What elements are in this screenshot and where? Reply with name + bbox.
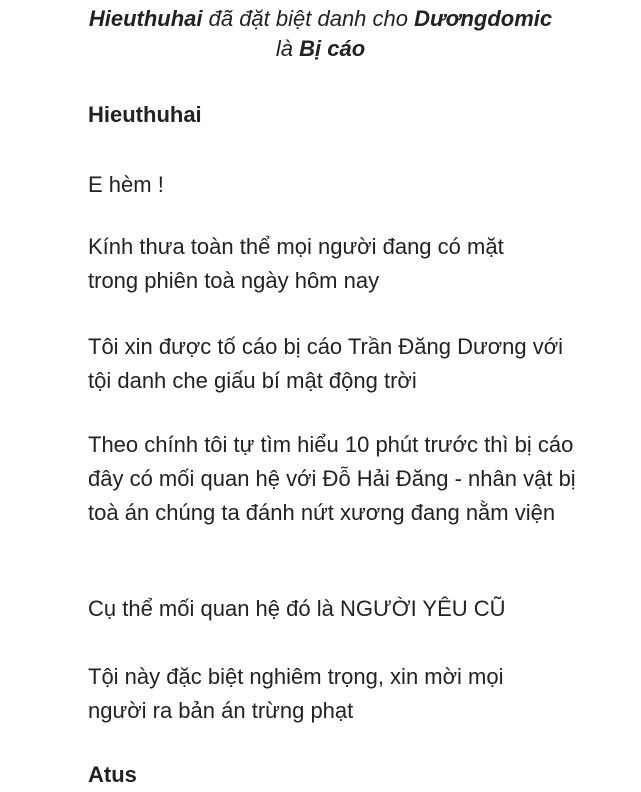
caption-nickname: Bị cáo — [299, 36, 366, 61]
paragraph: E hèm ! — [88, 172, 164, 197]
paragraph: Theo chính tôi tự tìm hiểu 10 phút trước thì bị cáo đây có mối quan hệ với Đỗ Hải Đăng - nhân vật bị toà án chúng ta đánh nứt xương đang nằm viện — [88, 432, 576, 525]
paragraph: Tội này đặc biệt nghiêm trọng, xin mời mọi người ra bản án trừng phạt — [88, 664, 504, 723]
caption-line-1 — [0, 4, 641, 34]
caption-text: đã đặt biệt danh cho — [202, 6, 415, 31]
caption-line-2 — [0, 34, 641, 64]
caption-name-hieuthuhai: Hieuthuhai — [88, 6, 203, 31]
speaker-name: Atus — [88, 762, 137, 787]
caption-text-2: là — [275, 36, 300, 61]
paragraph: Tôi xin được tố cáo bị cáo Trần Đăng Dương với tội danh che giấu bí mật động trời — [88, 334, 564, 393]
speaker-name: Hieuthuhai — [88, 102, 202, 127]
paragraph: Kính thưa toàn thể mọi người đang có mặt trong phiên toà ngày hôm nay — [88, 234, 504, 293]
caption-name-duongdomic: Dươngdomic — [414, 6, 553, 31]
paragraph: Cụ thể mối quan hệ đó là NGƯỜI YÊU CŨ — [88, 596, 506, 621]
